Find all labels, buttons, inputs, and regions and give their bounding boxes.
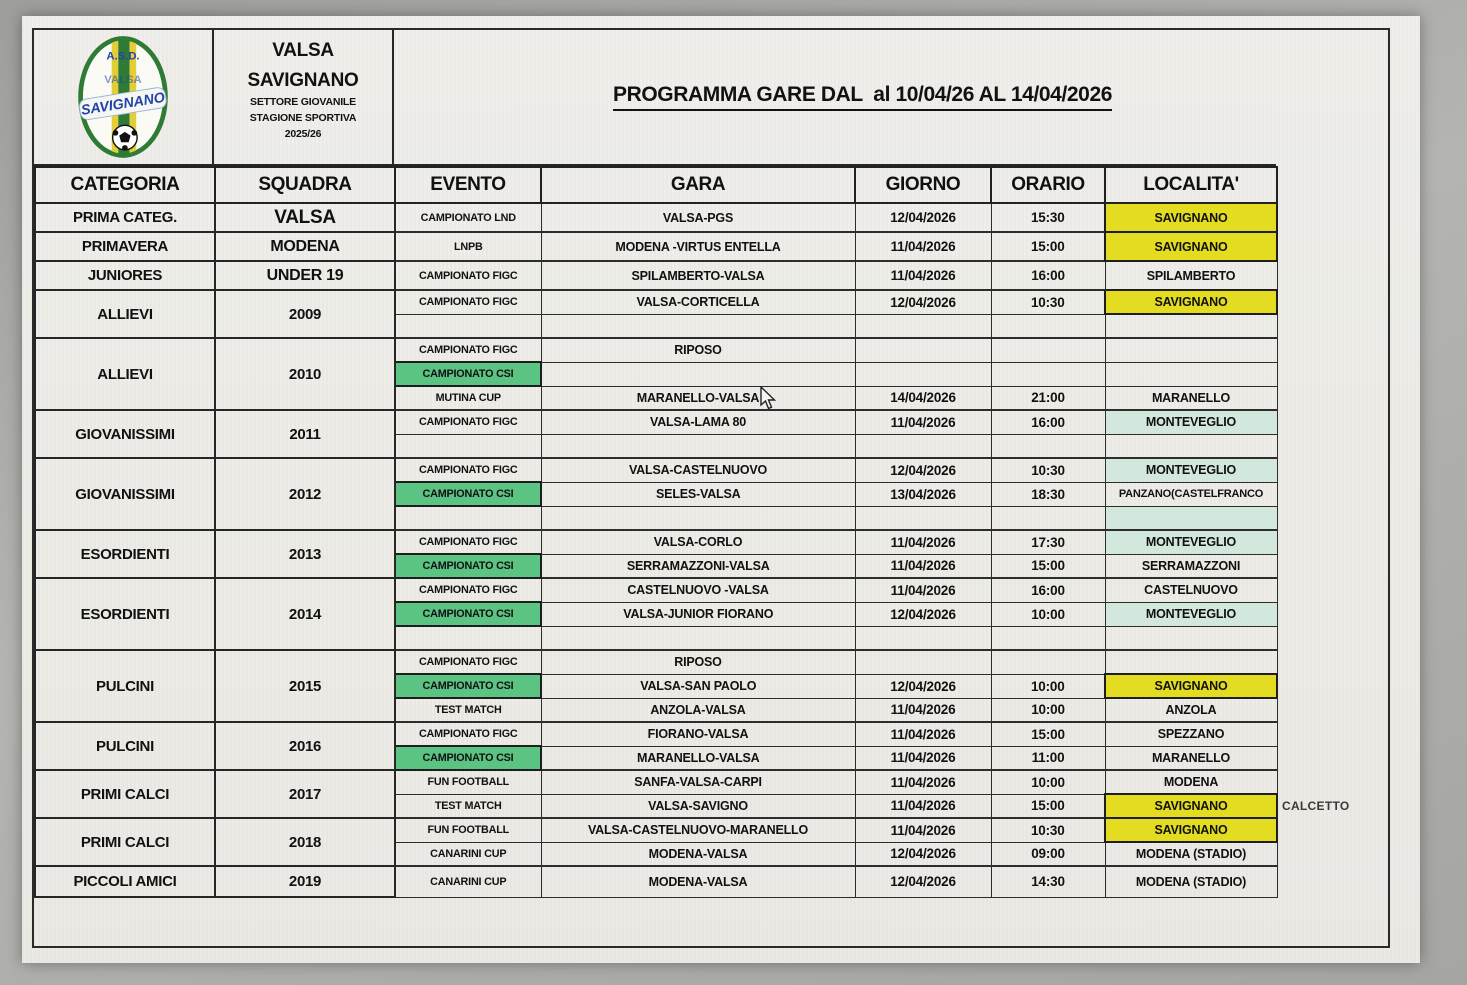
cell-localita: ANZOLA	[1105, 698, 1277, 722]
cell-orario: 15:00	[991, 794, 1105, 818]
cell-localita	[1105, 338, 1277, 362]
title-area	[394, 30, 1276, 164]
cell-orario	[991, 626, 1105, 650]
cell-categoria: PRIMA CATEG.	[35, 203, 215, 232]
cell-localita: MONTEVEGLIO	[1105, 410, 1277, 434]
cell-evento: CANARINI CUP	[395, 842, 541, 866]
cell-gara: SERRAMAZZONI-VALSA	[541, 554, 855, 578]
cell-localita	[1105, 626, 1277, 650]
cell-giorno: 11/04/2026	[855, 746, 991, 770]
cell-giorno	[855, 362, 991, 386]
cell-giorno: 12/04/2026	[855, 458, 991, 482]
cell-orario: 16:00	[991, 261, 1105, 290]
cell-orario: 14:30	[991, 866, 1105, 897]
cell-giorno: 11/04/2026	[855, 554, 991, 578]
team-name-line1: VALSA	[272, 40, 334, 61]
cell-evento: TEST MATCH	[395, 794, 541, 818]
cell-categoria: ESORDIENTI	[35, 578, 215, 650]
cell-localita: MODENA (STADIO)	[1105, 866, 1277, 897]
cell-giorno: 13/04/2026	[855, 482, 991, 506]
cell-evento: CAMPIONATO LND	[395, 203, 541, 232]
cell-orario: 17:30	[991, 530, 1105, 554]
cell-categoria: ALLIEVI	[35, 338, 215, 410]
cell-gara: SELES-VALSA	[541, 482, 855, 506]
cell-localita: MARANELLO	[1105, 386, 1277, 410]
cell-evento: CANARINI CUP	[395, 866, 541, 897]
cell-localita: MONTEVEGLIO	[1105, 602, 1277, 626]
cell-orario: 10:30	[991, 818, 1105, 842]
cell-giorno: 11/04/2026	[855, 410, 991, 434]
cell-categoria: GIOVANISSIMI	[35, 458, 215, 530]
cell-giorno	[855, 650, 991, 674]
cell-squadra: 2010	[215, 338, 395, 410]
cell-localita	[1105, 506, 1277, 530]
table-row	[35, 338, 1277, 362]
cell-orario	[991, 434, 1105, 458]
cell-orario: 15:30	[991, 203, 1105, 232]
cell-orario: 18:30	[991, 482, 1105, 506]
cell-giorno: 11/04/2026	[855, 794, 991, 818]
column-header-categoria: CATEGORIA	[35, 167, 215, 203]
table-row	[35, 722, 1277, 746]
logo-banner-text: SAVIGNANO	[79, 88, 166, 118]
cell-localita: MODENA (STADIO)	[1105, 842, 1277, 866]
cell-orario: 21:00	[991, 386, 1105, 410]
column-header-gara: GARA	[541, 167, 855, 203]
cell-localita: SAVIGNANO	[1105, 232, 1277, 261]
cell-evento: CAMPIONATO FIGC	[395, 458, 541, 482]
cell-evento: CAMPIONATO CSI	[395, 602, 541, 626]
cell-orario: 15:00	[991, 722, 1105, 746]
cell-evento: CAMPIONATO FIGC	[395, 650, 541, 674]
cell-giorno	[855, 506, 991, 530]
cell-localita	[1105, 434, 1277, 458]
cell-giorno: 11/04/2026	[855, 261, 991, 290]
cell-orario	[991, 650, 1105, 674]
cell-gara: MARANELLO-VALSA	[541, 746, 855, 770]
cell-squadra: 2017	[215, 770, 395, 818]
cell-categoria: PRIMAVERA	[35, 232, 215, 261]
schedule-table	[34, 166, 1278, 898]
logo-abbr-text: A.S.D.	[106, 50, 140, 63]
cell-orario: 15:00	[991, 232, 1105, 261]
cell-evento: CAMPIONATO FIGC	[395, 578, 541, 602]
cell-gara: CASTELNUOVO -VALSA	[541, 578, 855, 602]
cell-giorno: 12/04/2026	[855, 290, 991, 314]
cell-gara: MARANELLO-VALSA	[541, 386, 855, 410]
table-row	[35, 770, 1277, 794]
cell-evento: CAMPIONATO CSI	[395, 362, 541, 386]
cell-giorno: 12/04/2026	[855, 203, 991, 232]
cell-evento: CAMPIONATO FIGC	[395, 410, 541, 434]
table-row	[35, 530, 1277, 554]
cell-evento	[395, 506, 541, 530]
cell-orario: 10:00	[991, 602, 1105, 626]
cell-evento: TEST MATCH	[395, 698, 541, 722]
cell-squadra: 2019	[215, 866, 395, 897]
soccer-ball-icon	[113, 125, 138, 150]
cell-squadra: 2013	[215, 530, 395, 578]
cell-squadra: 2016	[215, 722, 395, 770]
cell-gara: VALSA-CASTELNUOVO-MARANELLO	[541, 818, 855, 842]
cell-gara: RIPOSO	[541, 650, 855, 674]
cell-orario	[991, 338, 1105, 362]
cell-orario	[991, 314, 1105, 338]
cell-gara: MODENA -VIRTUS ENTELLA	[541, 232, 855, 261]
cell-localita: SAVIGNANO	[1105, 818, 1277, 842]
cell-gara: VALSA-JUNIOR FIORANO	[541, 602, 855, 626]
cell-evento: FUN FOOTBALL	[395, 770, 541, 794]
cell-squadra: 2014	[215, 578, 395, 650]
cell-evento: MUTINA CUP	[395, 386, 541, 410]
cell-orario: 16:00	[991, 410, 1105, 434]
page-title: PROGRAMMA GARE DAL al 10/04/26 AL 14/04/2026	[613, 83, 1112, 111]
team-sub2: STAGIONE SPORTIVA	[249, 112, 357, 124]
cell-categoria: ESORDIENTI	[35, 530, 215, 578]
cell-gara: MODENA-VALSA	[541, 866, 855, 897]
cell-giorno: 14/04/2026	[855, 386, 991, 410]
cell-orario: 10:30	[991, 458, 1105, 482]
cell-giorno: 12/04/2026	[855, 842, 991, 866]
table-row	[35, 818, 1277, 842]
cell-localita: PANZANO(CASTELFRANCO	[1105, 482, 1277, 506]
cell-gara: MODENA-VALSA	[541, 842, 855, 866]
cell-orario: 10:30	[991, 290, 1105, 314]
cell-orario: 15:00	[991, 554, 1105, 578]
cell-categoria: JUNIORES	[35, 261, 215, 290]
cell-evento: CAMPIONATO CSI	[395, 482, 541, 506]
cell-gara: FIORANO-VALSA	[541, 722, 855, 746]
cell-orario: 10:00	[991, 698, 1105, 722]
logo-name-text: VALSA	[104, 73, 142, 86]
cell-localita: SAVIGNANO	[1105, 203, 1277, 232]
cell-evento: CAMPIONATO FIGC	[395, 530, 541, 554]
cell-evento: FUN FOOTBALL	[395, 818, 541, 842]
cell-gara: VALSA-SAVIGNO	[541, 794, 855, 818]
cell-categoria: PULCINI	[35, 650, 215, 722]
cell-localita: SAVIGNANO	[1105, 290, 1277, 314]
calcetto-note: CALCETTO	[1282, 799, 1350, 813]
team-info-cell	[214, 30, 394, 164]
cell-giorno: 11/04/2026	[855, 530, 991, 554]
cell-gara: VALSA-CASTELNUOVO	[541, 458, 855, 482]
table-row	[35, 203, 1277, 232]
table-row	[35, 232, 1277, 261]
cell-evento: LNPB	[395, 232, 541, 261]
cell-giorno	[855, 314, 991, 338]
team-name-line2: SAVIGNANO	[247, 70, 359, 91]
cell-evento: CAMPIONATO CSI	[395, 554, 541, 578]
cell-squadra: 2011	[215, 410, 395, 458]
cell-giorno: 12/04/2026	[855, 866, 991, 897]
cell-gara: VALSA-CORLO	[541, 530, 855, 554]
cell-evento: CAMPIONATO FIGC	[395, 722, 541, 746]
cell-evento: CAMPIONATO CSI	[395, 746, 541, 770]
column-header-giorno: GIORNO	[855, 167, 991, 203]
cell-localita: SAVIGNANO	[1105, 674, 1277, 698]
cell-localita: MONTEVEGLIO	[1105, 530, 1277, 554]
cell-squadra: VALSA	[215, 203, 395, 232]
table-row	[35, 290, 1277, 314]
cell-squadra: 2009	[215, 290, 395, 338]
table-row	[35, 261, 1277, 290]
cell-localita: SPEZZANO	[1105, 722, 1277, 746]
cell-localita: CASTELNUOVO	[1105, 578, 1277, 602]
cell-gara: VALSA-LAMA 80	[541, 410, 855, 434]
cell-evento	[395, 626, 541, 650]
cell-orario	[991, 506, 1105, 530]
cell-giorno: 11/04/2026	[855, 578, 991, 602]
cell-evento: CAMPIONATO FIGC	[395, 338, 541, 362]
cell-squadra: 2018	[215, 818, 395, 866]
cell-gara	[541, 626, 855, 650]
table-row	[35, 410, 1277, 434]
club-logo	[64, 31, 182, 163]
cell-localita: SERRAMAZZONI	[1105, 554, 1277, 578]
cell-giorno: 12/04/2026	[855, 602, 991, 626]
cell-gara: VALSA-SAN PAOLO	[541, 674, 855, 698]
cell-categoria: GIOVANISSIMI	[35, 410, 215, 458]
cell-gara	[541, 506, 855, 530]
cell-giorno: 11/04/2026	[855, 698, 991, 722]
cell-evento	[395, 434, 541, 458]
club-logo-cell	[34, 30, 214, 164]
header-band	[34, 30, 1276, 166]
cell-evento	[395, 314, 541, 338]
cell-localita: SAVIGNANO	[1105, 794, 1277, 818]
print-area	[32, 28, 1390, 948]
cell-orario	[991, 362, 1105, 386]
cell-localita: SPILAMBERTO	[1105, 261, 1277, 290]
column-header-orario: ORARIO	[991, 167, 1105, 203]
cell-orario: 11:00	[991, 746, 1105, 770]
column-header-localita: LOCALITA'	[1105, 167, 1277, 203]
cell-gara	[541, 362, 855, 386]
cell-giorno: 11/04/2026	[855, 770, 991, 794]
cell-evento: CAMPIONATO FIGC	[395, 290, 541, 314]
cell-evento: CAMPIONATO FIGC	[395, 261, 541, 290]
cell-categoria: ALLIEVI	[35, 290, 215, 338]
cell-giorno: 11/04/2026	[855, 818, 991, 842]
table-row	[35, 650, 1277, 674]
table-row	[35, 458, 1277, 482]
column-header-evento: EVENTO	[395, 167, 541, 203]
cell-categoria: PICCOLI AMICI	[35, 866, 215, 897]
column-header-squadra: SQUADRA	[215, 167, 395, 203]
cell-localita	[1105, 362, 1277, 386]
team-sub3: 2025/26	[284, 128, 322, 140]
cell-gara: ANZOLA-VALSA	[541, 698, 855, 722]
cell-categoria: PRIMI CALCI	[35, 818, 215, 866]
cell-gara: SPILAMBERTO-VALSA	[541, 261, 855, 290]
cell-gara: VALSA-PGS	[541, 203, 855, 232]
cell-localita	[1105, 650, 1277, 674]
cell-evento: CAMPIONATO CSI	[395, 674, 541, 698]
cell-giorno: 12/04/2026	[855, 674, 991, 698]
table-row	[35, 578, 1277, 602]
cell-categoria: PRIMI CALCI	[35, 770, 215, 818]
cell-squadra: 2015	[215, 650, 395, 722]
cell-gara	[541, 434, 855, 458]
cell-gara: RIPOSO	[541, 338, 855, 362]
cell-localita: MODENA	[1105, 770, 1277, 794]
cell-gara: SANFA-VALSA-CARPI	[541, 770, 855, 794]
cell-orario: 16:00	[991, 578, 1105, 602]
cell-gara	[541, 314, 855, 338]
cell-giorno: 11/04/2026	[855, 232, 991, 261]
cell-giorno	[855, 626, 991, 650]
cell-giorno: 11/04/2026	[855, 722, 991, 746]
cell-squadra: MODENA	[215, 232, 395, 261]
table-row	[35, 866, 1277, 897]
cell-localita: MARANELLO	[1105, 746, 1277, 770]
cell-orario: 10:00	[991, 770, 1105, 794]
cell-giorno	[855, 338, 991, 362]
mouse-cursor	[760, 386, 778, 412]
team-sub1: SETTORE GIOVANILE	[250, 96, 356, 108]
cell-orario: 10:00	[991, 674, 1105, 698]
cell-gara: VALSA-CORTICELLA	[541, 290, 855, 314]
cell-localita: MONTEVEGLIO	[1105, 458, 1277, 482]
cell-orario: 09:00	[991, 842, 1105, 866]
column-header-row	[35, 167, 1277, 203]
cell-squadra: UNDER 19	[215, 261, 395, 290]
cell-categoria: PULCINI	[35, 722, 215, 770]
spreadsheet-page	[22, 16, 1420, 963]
cell-squadra: 2012	[215, 458, 395, 530]
cell-giorno	[855, 434, 991, 458]
cell-localita	[1105, 314, 1277, 338]
